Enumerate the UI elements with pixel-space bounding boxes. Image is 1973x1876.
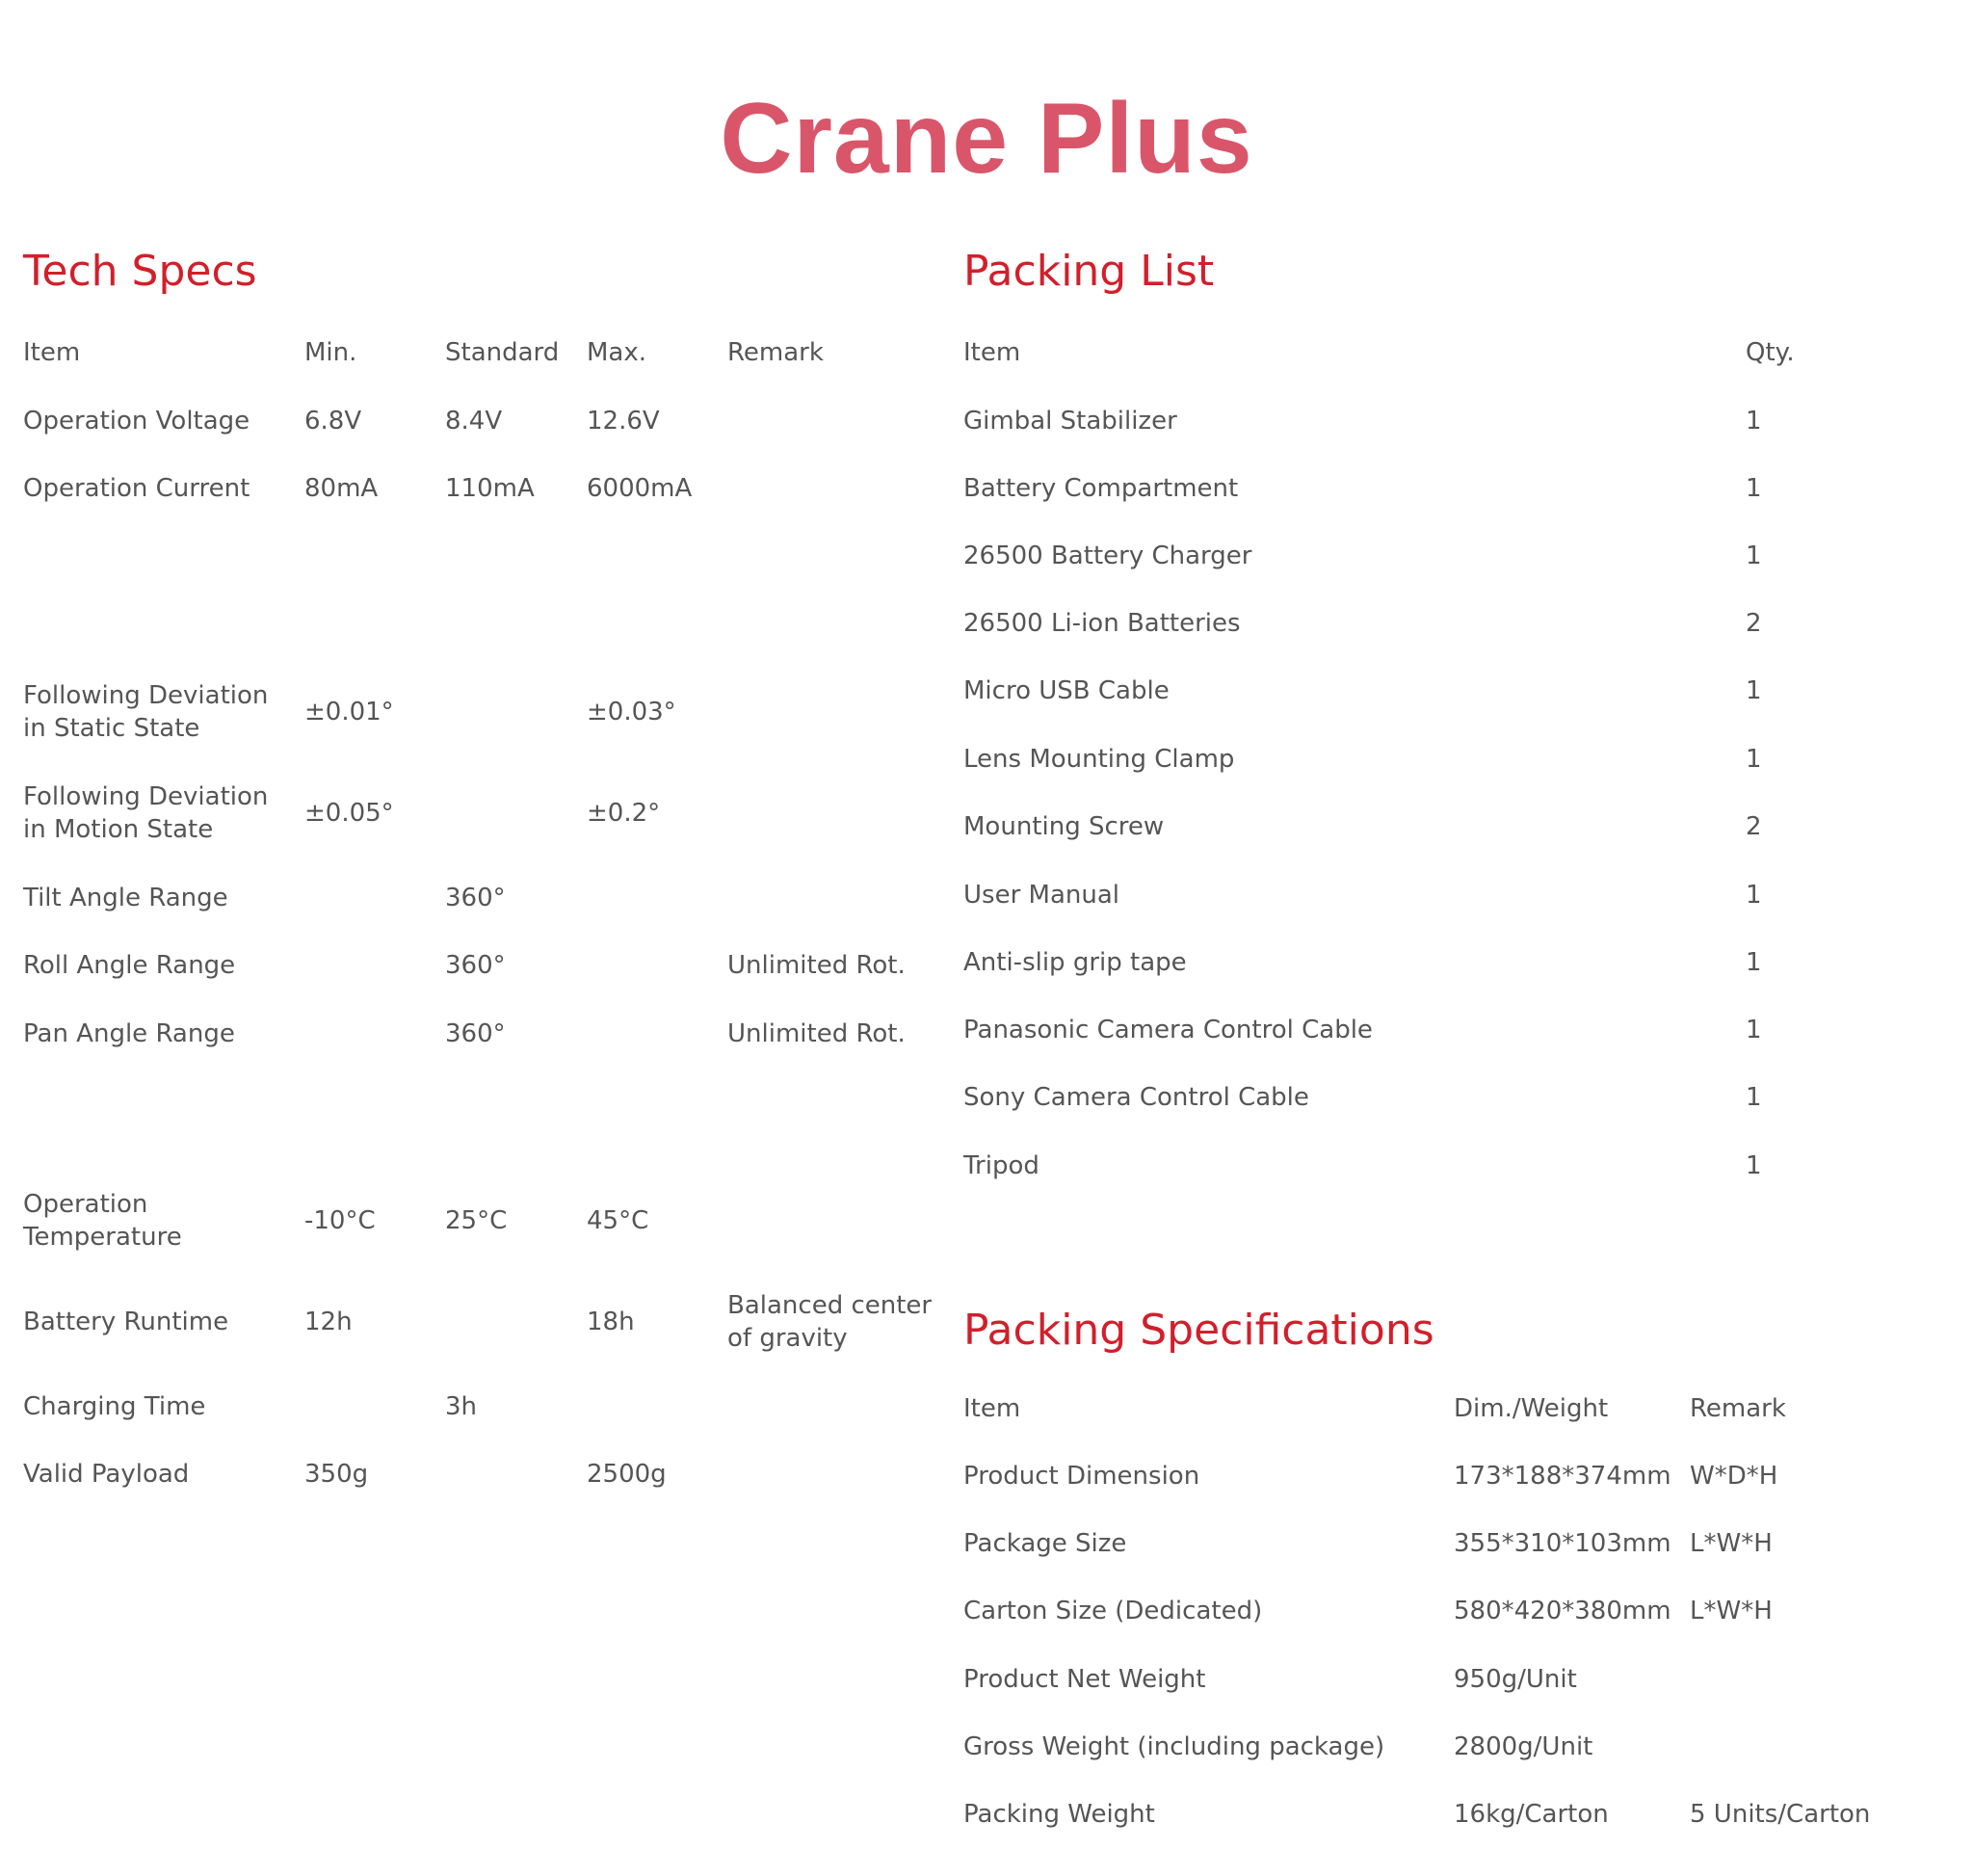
table-row-cell-item: Valid Payload bbox=[23, 1460, 190, 1489]
table-row-cell-item: Following Deviation in Motion State bbox=[23, 782, 269, 844]
table-row-cell-item: Battery Compartment bbox=[963, 474, 1239, 503]
table-row-cell-item: Micro USB Cable bbox=[963, 676, 1170, 705]
tech-specs-header-item: Item bbox=[23, 338, 81, 367]
table-row-cell-qty: 2 bbox=[1746, 609, 1762, 638]
table-row-cell-item: Operation Current bbox=[23, 474, 250, 503]
table-row-cell-item: 26500 Battery Charger bbox=[963, 542, 1252, 570]
page-title: Crane Plus bbox=[720, 83, 1253, 195]
table-row-cell-max: 18h bbox=[587, 1308, 635, 1336]
tech-specs-header-standard: Standard bbox=[445, 338, 560, 367]
packing-specs-heading: Packing Specifications bbox=[963, 1306, 1434, 1355]
table-row-cell-qty: 1 bbox=[1746, 474, 1762, 503]
table-row-cell-max: 45°C bbox=[587, 1206, 649, 1235]
table-row-cell-item: Panasonic Camera Control Cable bbox=[963, 1016, 1373, 1044]
table-row-cell-qty: 1 bbox=[1746, 1083, 1762, 1112]
table-row-cell-item: Pan Angle Range bbox=[23, 1019, 235, 1048]
packing-list-heading: Packing List bbox=[963, 247, 1215, 296]
table-row-cell-remark: W*D*H bbox=[1690, 1462, 1778, 1491]
table-row-cell-remark: Unlimited Rot. bbox=[727, 1019, 906, 1048]
table-row-cell-qty: 1 bbox=[1746, 676, 1762, 705]
table-row-cell-item: Tilt Angle Range bbox=[23, 884, 228, 912]
table-row-cell-qty: 1 bbox=[1746, 407, 1762, 436]
table-row-cell-item: Charging Time bbox=[23, 1392, 206, 1421]
table-row-cell-qty: 1 bbox=[1746, 745, 1762, 774]
table-row-cell-standard: 360° bbox=[445, 951, 506, 980]
table-row-cell-standard: 360° bbox=[445, 884, 506, 912]
table-row-cell-qty: 1 bbox=[1746, 881, 1762, 910]
table-row-cell-value: 355*310*103mm bbox=[1454, 1529, 1671, 1558]
table-row-cell-standard: 25°C bbox=[445, 1206, 508, 1235]
table-row-cell-remark: L*W*H bbox=[1690, 1529, 1773, 1558]
table-row-cell-value: 16kg/Carton bbox=[1454, 1800, 1609, 1829]
table-row-cell-min: ±0.05° bbox=[304, 799, 394, 828]
table-row-cell-item: Operation Temperature bbox=[23, 1190, 182, 1252]
packing-specs-header-item: Item bbox=[963, 1394, 1021, 1423]
table-row-cell-standard: 8.4V bbox=[445, 407, 503, 436]
table-row-cell-max: 6000mA bbox=[587, 474, 693, 503]
table-row-cell-min: 350g bbox=[304, 1460, 369, 1489]
table-row-cell-item: Carton Size (Dedicated) bbox=[963, 1597, 1263, 1625]
table-row-cell-item: Mounting Screw bbox=[963, 812, 1165, 841]
table-row-cell-item: Product Dimension bbox=[963, 1462, 1200, 1491]
table-row-cell-value: 950g/Unit bbox=[1454, 1665, 1577, 1694]
table-row-cell-item: Anti-slip grip tape bbox=[963, 948, 1187, 977]
table-row-cell-remark: Unlimited Rot. bbox=[727, 951, 906, 980]
table-row-cell-item: Roll Angle Range bbox=[23, 951, 236, 980]
table-row-cell-item: Following Deviation in Static State bbox=[23, 681, 269, 743]
table-row-cell-remark: L*W*H bbox=[1690, 1597, 1773, 1625]
table-row-cell-standard: 360° bbox=[445, 1019, 506, 1048]
table-row-cell-item: User Manual bbox=[963, 881, 1120, 910]
tech-specs-header-max: Max. bbox=[587, 338, 647, 367]
table-row-cell-item: Battery Runtime bbox=[23, 1308, 229, 1336]
table-row-cell-min: ±0.01° bbox=[304, 698, 394, 727]
table-row-cell-remark: Balanced center of gravity bbox=[727, 1291, 933, 1353]
table-row-cell-max: ±0.2° bbox=[587, 799, 661, 828]
table-row-cell-max: 2500g bbox=[587, 1460, 667, 1489]
table-row-cell-standard: 3h bbox=[445, 1392, 478, 1421]
table-row-cell-item: Packing Weight bbox=[963, 1800, 1155, 1829]
packing-specs-header-dim-weight: Dim./Weight bbox=[1454, 1394, 1609, 1423]
table-row-cell-min: 6.8V bbox=[304, 407, 362, 436]
table-row-cell-item: Package Size bbox=[963, 1529, 1127, 1558]
table-row-cell-min: 12h bbox=[304, 1308, 353, 1336]
table-row-cell-item: Tripod bbox=[963, 1151, 1039, 1180]
packing-list-header-item: Item bbox=[963, 338, 1021, 367]
table-row-cell-max: 12.6V bbox=[587, 407, 660, 436]
table-row-cell-item: Sony Camera Control Cable bbox=[963, 1083, 1309, 1112]
table-row-cell-qty: 2 bbox=[1746, 812, 1762, 841]
table-row-cell-item: 26500 Li-ion Batteries bbox=[963, 609, 1241, 638]
table-row-cell-qty: 1 bbox=[1746, 1151, 1762, 1180]
table-row-cell-max: ±0.03° bbox=[587, 698, 676, 727]
table-row-cell-qty: 1 bbox=[1746, 542, 1762, 570]
table-row-cell-item: Gimbal Stabilizer bbox=[963, 407, 1177, 436]
table-row-cell-qty: 1 bbox=[1746, 1016, 1762, 1044]
table-row-cell-min: 80mA bbox=[304, 474, 379, 503]
tech-specs-header-remark: Remark bbox=[727, 338, 824, 367]
table-row-cell-item: Lens Mounting Clamp bbox=[963, 745, 1235, 774]
table-row-cell-qty: 1 bbox=[1746, 948, 1762, 977]
table-row-cell-value: 173*188*374mm bbox=[1454, 1462, 1671, 1491]
table-row-cell-item: Operation Voltage bbox=[23, 407, 250, 436]
table-row-cell-value: 2800g/Unit bbox=[1454, 1732, 1593, 1761]
table-row-cell-item: Gross Weight (including package) bbox=[963, 1732, 1385, 1761]
tech-specs-header-min: Min. bbox=[304, 338, 357, 367]
table-row-cell-remark: 5 Units/Carton bbox=[1690, 1800, 1871, 1829]
table-row-cell-standard: 110mA bbox=[445, 474, 535, 503]
table-row-cell-item: Product Net Weight bbox=[963, 1665, 1206, 1694]
table-row-cell-value: 580*420*380mm bbox=[1454, 1597, 1671, 1625]
tech-specs-heading: Tech Specs bbox=[23, 247, 257, 296]
table-row-cell-min: -10°C bbox=[304, 1206, 376, 1235]
packing-list-header-qty: Qty. bbox=[1746, 338, 1795, 367]
packing-specs-header-remark: Remark bbox=[1690, 1394, 1786, 1423]
